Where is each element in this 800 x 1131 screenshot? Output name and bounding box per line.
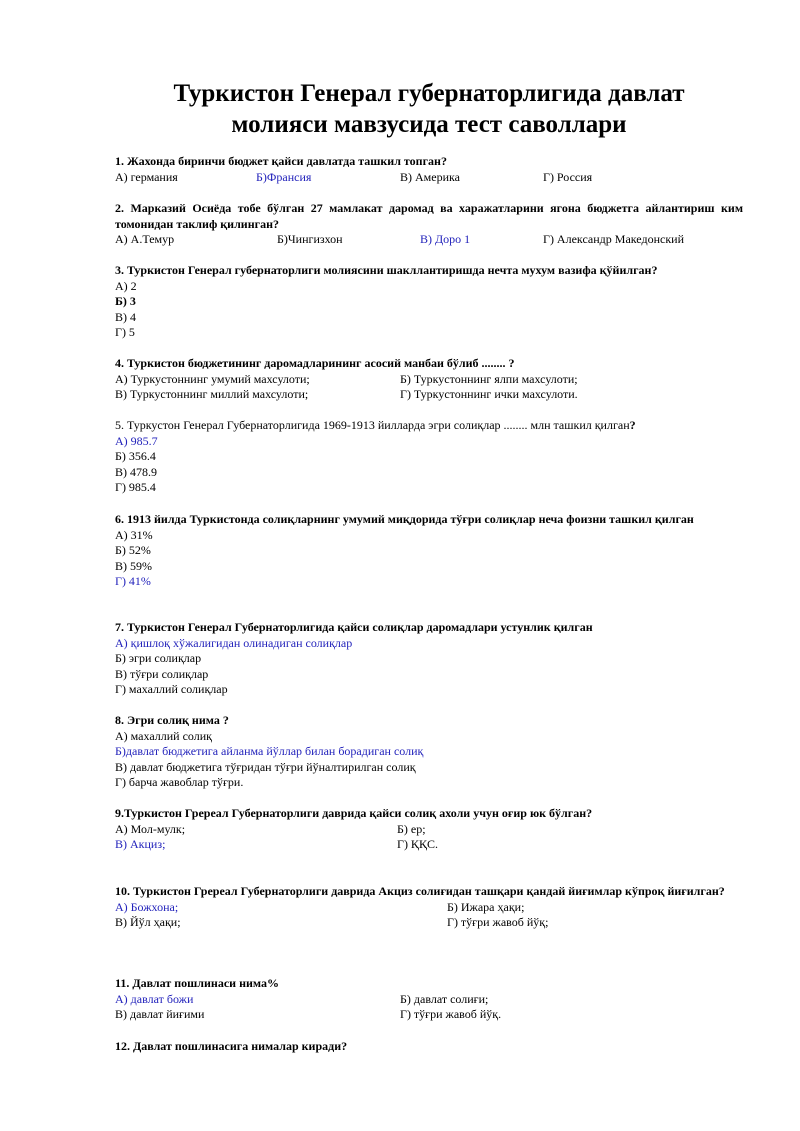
option-d: Г) Туркустоннинг ички махсулоти. (400, 387, 578, 402)
option-a-correct: А) қишлоқ хўжалигидан олинадиган солиқлар (115, 635, 353, 650)
document-title (100, 78, 758, 140)
option-d-correct: Г) 41% (115, 574, 151, 589)
title-line-2: молияси мавзусида тест саволлари (231, 111, 627, 138)
option-b: Б) 52% (115, 543, 151, 558)
option-a: А) махаллий солиқ (115, 728, 213, 743)
option-a: А) Туркустоннинг умумий махсулоти; (115, 371, 310, 386)
options-row (115, 170, 743, 186)
question-text: 5. Туркустон Генерал Губернаторлигида 1969-1913 йилларда эгри солиқлар ........ млн ташкил қилган (115, 418, 630, 432)
option-d: Г) 5 (115, 325, 135, 340)
option-c: В) тўғри солиқлар (115, 666, 209, 681)
option-d: Г) Россия (543, 169, 593, 184)
question-text: 6. 1913 йилда Туркистонда солиқларнинг умумий миқдорида тўғри солиқлар неча фоизни ташкил қилган (115, 512, 694, 526)
option-d: Г) ҚҚС. (397, 837, 438, 852)
option-b: Б) Ижара ҳақи; (447, 899, 525, 914)
option-d: Г) тўғри жавоб йўқ; (447, 915, 549, 930)
option-c: В) 478.9 (115, 464, 157, 479)
option-c: В) Америка (400, 169, 460, 184)
option-c: В) давлат йиғими (115, 1007, 205, 1022)
options-row (115, 900, 743, 916)
question-9 (115, 806, 743, 853)
option-a: А) А.Темур (115, 232, 175, 247)
question-text: 11. Давлат пошлинаси нима% (115, 976, 279, 990)
option-a: А) 2 (115, 278, 137, 293)
question-text: 2. Марказий Осиёда тобе бўлган 27 мамлакат даромад ва харажатларини ягона бюджетга айлантириш ким томонидан таклиф қилинган? (115, 201, 743, 231)
option-a-correct: А) 985.7 (115, 433, 158, 448)
option-c: В) давлат бюджетига тўғридан тўғри йўналтирилган солиқ (115, 759, 416, 774)
option-c: В) 59% (115, 558, 152, 573)
question-text: 8. Эгри солиқ нима ? (115, 713, 229, 727)
option-c-correct: В) Акциз; (115, 837, 166, 852)
question-text: 3. Туркистон Генерал губернаторлиги молиясини шакллантиришда нечта мухум вазифа қўйилган? (115, 263, 658, 277)
title-line-1: Туркистон Генерал губернаторлигида давлат (173, 80, 685, 107)
option-b-correct: Б)давлат бюджетига айланма йўллар билан борадиган солиқ (115, 744, 424, 759)
option-c: В) 4 (115, 309, 136, 324)
question-5 (115, 418, 743, 496)
question-2 (115, 201, 743, 248)
option-b: Б) Туркустоннинг ялпи махсулоти; (400, 371, 578, 386)
question-4 (115, 356, 743, 403)
question-8 (115, 713, 743, 791)
option-d: Г) барча жавоблар тўғри. (115, 775, 244, 790)
options-row (115, 822, 743, 838)
option-c-correct: В) Доро 1 (420, 232, 471, 247)
options-row (115, 915, 743, 931)
option-a: А) германия (115, 169, 178, 184)
question-mark: ? (629, 418, 636, 432)
option-b-correct: Б)Франсия (256, 169, 312, 184)
question-7 (115, 620, 743, 698)
options-row (115, 372, 743, 388)
question-12 (115, 1039, 743, 1055)
option-d: Г) 985.4 (115, 480, 156, 495)
question-text: 1. Жахонда биринчи бюджет қайси давлатда ташкил топган? (115, 154, 447, 168)
option-c: В) Туркустоннинг миллий махсулоти; (115, 387, 309, 402)
option-b: Б) 356.4 (115, 449, 156, 464)
question-text: 12. Давлат пошлинасига нималар киради? (115, 1039, 348, 1053)
option-d: Г) махаллий солиқлар (115, 682, 228, 697)
options-row (115, 387, 743, 403)
options-row (115, 1007, 743, 1023)
option-d: Г) Александр Македонский (543, 232, 684, 247)
options-row (115, 837, 743, 853)
question-text: 7. Туркистон Генерал Губернаторлигида қайси солиқлар даромадлари устунлик қилган (115, 620, 593, 634)
question-text: 4. Туркистон бюджетининг даромадларининг асосий манбаи бўлиб ........ ? (115, 356, 515, 370)
option-c: В) Йўл ҳақи; (115, 915, 181, 930)
question-3 (115, 263, 743, 341)
option-a-correct: А) давлат божи (115, 991, 194, 1006)
options-row (115, 992, 743, 1008)
option-a: А) 31% (115, 527, 153, 542)
option-d: Г) тўғри жавоб йўқ. (400, 1007, 502, 1022)
question-text: 10. Туркистон Гререал Губернаторлиги даврида Акциз солиғидан ташқари қандай йиғимлар кўпроқ йиғилган? (115, 884, 725, 898)
option-b: Б)Чингизхон (277, 232, 343, 247)
options-row (115, 232, 743, 248)
option-b-correct: Б) 3 (115, 294, 136, 309)
option-b: Б) ер; (397, 821, 426, 836)
question-11 (115, 976, 743, 1023)
option-a-correct: А) Божхона; (115, 899, 179, 914)
question-1 (115, 154, 743, 185)
option-b: Б) давлат солиғи; (400, 991, 489, 1006)
option-b: Б) эгри солиқлар (115, 651, 202, 666)
question-text: 9.Туркистон Гререал Губернаторлиги даврида қайси солиқ ахоли учун оғир юк бўлган? (115, 806, 593, 820)
question-6 (115, 512, 743, 590)
option-a: А) Мол-мулк; (115, 821, 186, 836)
question-10 (115, 884, 743, 931)
